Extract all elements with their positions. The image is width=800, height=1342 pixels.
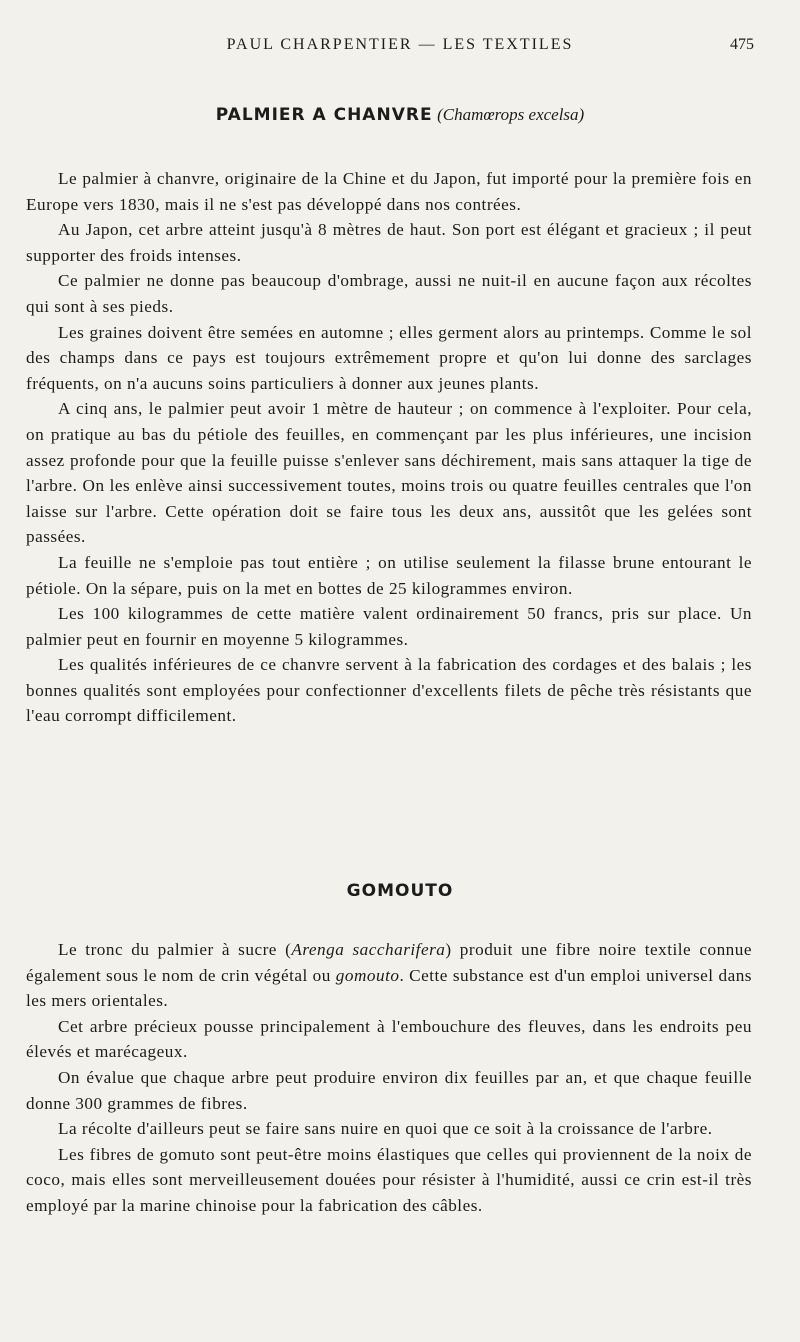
- term: gomouto: [335, 965, 400, 985]
- paragraph-text: ) produit une fibre noire textile connue également sous le nom de crin végétal ou: [26, 940, 752, 985]
- section-title-text: PALMIER A CHANVRE: [215, 105, 433, 125]
- latin-name: Arenga saccharifera: [291, 940, 446, 959]
- running-head: [0, 36, 800, 60]
- paragraph: Les 100 kilogrammes de cette matière valent ordinairement 50 francs, pris sur place. Un palmier peut en fournir en moyenne 5 kilogrammes.: [26, 604, 752, 649]
- paragraph: Le palmier à chanvre, originaire de la Chine et du Japon, fut importé pour la première fois en Europe vers 1830, mais il ne s'est pas développé dans nos contrées.: [26, 169, 752, 214]
- section-body-palmier: [26, 166, 752, 729]
- section-body-gomouto: [26, 937, 752, 1219]
- paragraph: La récolte d'ailleurs peut se faire sans nuire en quoi que ce soit à la croissance de l'arbre.: [58, 1119, 713, 1139]
- paragraph-text: . Cette substance est d'un emploi universel dans les mers orientales.: [26, 965, 752, 1011]
- running-title: PAUL CHARPENTIER — LES TEXTILES: [226, 36, 574, 53]
- section-title-gomouto: [0, 880, 800, 901]
- page-number: 475: [730, 36, 754, 53]
- section-title-palmier: [0, 104, 800, 125]
- paragraph: La feuille ne s'emploie pas tout entière ; on utilise seulement la filasse brune entourant le pétiole. On la sépare, puis on la met en bottes de 25 kilogrammes environ.: [26, 552, 752, 598]
- paragraph: Les qualités inférieures de ce chanvre servent à la fabrication des cordages et des balais ; les bonnes qualités sont employées pour confectionner d'excellents filets de pêche très résistants que l'eau corrompt difficilement.: [26, 655, 752, 726]
- paragraph: On évalue que chaque arbre peut produire environ dix feuilles par an, et que chaque feuille donne 300 grammes de fibres.: [26, 1067, 752, 1113]
- paragraph: Cet arbre précieux pousse principalement à l'embouchure des fleuves, dans les endroits peu élevés et marécageux.: [26, 1016, 752, 1062]
- paragraph: Les graines doivent être semées en automne ; elles germent alors au printemps. Comme le sol des champs dans ce pays est toujours extrêmement propre et qu'on lui donne des sarclages fréquents, on n'a aucuns soins particuliers à donner aux jeunes plants.: [26, 322, 752, 393]
- section-title-latin: (Chamœrops excelsa): [437, 105, 585, 124]
- paragraph: Ce palmier ne donne pas beaucoup d'ombrage, aussi ne nuit-il en aucune façon aux récoltes qui sont à ses pieds.: [26, 271, 752, 316]
- paragraph: A cinq ans, le palmier peut avoir 1 mètre de hauteur ; on commence à l'exploiter. Pour cela, on pratique au bas du pétiole des feuilles, en commençant par les plus inférieures, une incision assez profonde pour que la feuille puisse s'enlever sans déchirement, mais sans attaquer la tige de l'arbre. On les enlève ainsi successivement toutes, moins trois ou quatre feuilles centrales que l'on laisse sur l'arbre. Cette opération doit se faire tous les deux ans, aussitôt que les gelées sont passées.: [26, 399, 752, 547]
- paragraph-text: Le tronc du palmier à sucre (: [58, 940, 292, 959]
- section-title-text: GOMOUTO: [346, 881, 454, 901]
- paragraph: Les fibres de gomuto sont peut-être moins élastiques que celles qui proviennent de la noix de coco, mais elles sont merveilleusement douées pour résister à l'humidité, aussi ce crin est-il très employé par la marine chinoise pour la fabrication des câbles.: [26, 1144, 752, 1215]
- paragraph: Au Japon, cet arbre atteint jusqu'à 8 mètres de haut. Son port est élégant et gracieux ; il peut supporter des froids intenses.: [26, 220, 752, 265]
- paragraph: [26, 937, 752, 1014]
